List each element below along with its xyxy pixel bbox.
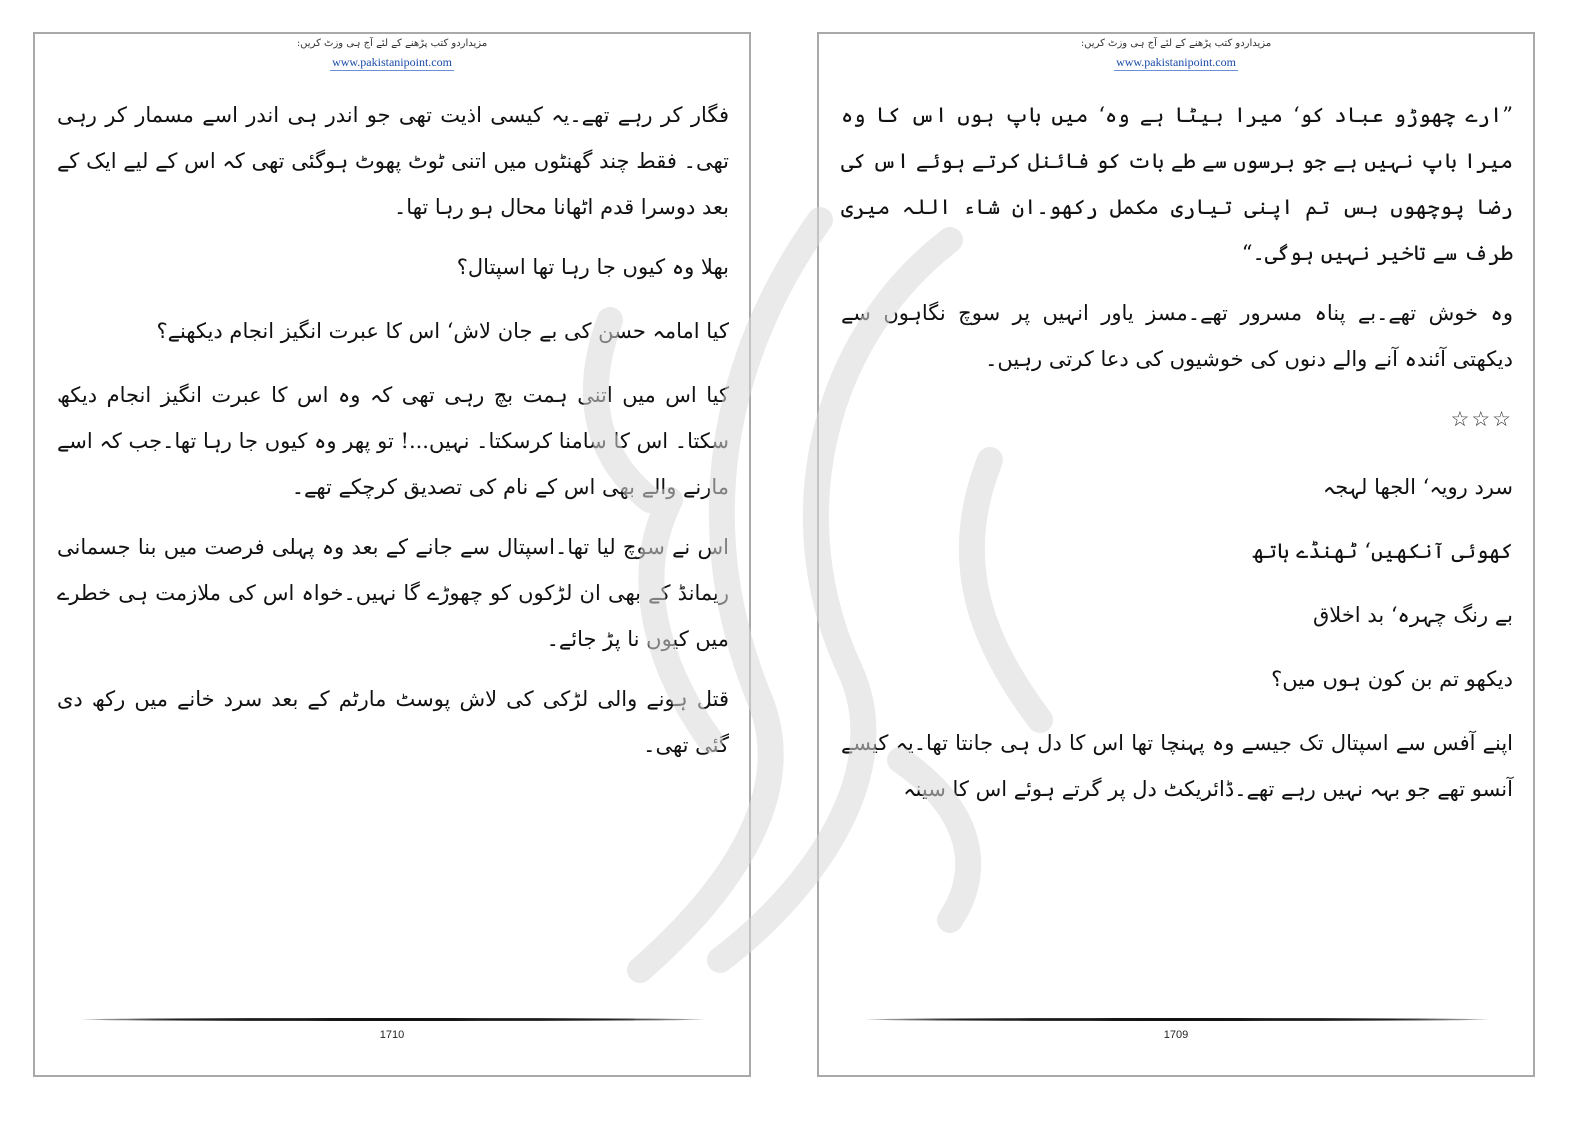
website-link[interactable]: www.pakistanipoint.com	[332, 55, 452, 69]
section-separator: ☆☆☆	[1450, 407, 1513, 431]
paragraph: اپنے آفس سے اسپتال تک جیسے وہ پہنچا تھا اس کا دل ہی جانتا تھا۔یہ کیسے آنسو تھے جو بہہ نہیں رہے تھے۔ڈائریکٹ دل پر گرتے ہوئے اس کا سینہ	[841, 731, 1513, 801]
verse-line: بے رنگ چہرہ‘ بد اخلاق	[1313, 603, 1513, 627]
page-text	[841, 92, 1513, 826]
paragraph: بھلا وہ کیوں جا رہا تھا اسپتال؟	[456, 255, 729, 279]
left-page	[33, 32, 751, 1077]
page-header	[35, 37, 749, 71]
page-text	[57, 92, 729, 782]
paragraph: ”ارے چھوڑو عباد کو‘ میرا بیٹا ہے وہ‘ میں باپ ہوں اس کا وہ میرا باپ نہیں ہے جو برسوں سے طے بات کو فائنل کرتے ہوئے اس کی رضا پوچھوں بس تم اپنی تیاری مکمل رکھو۔ان شاء اللہ میری طرف سے تاخیر نہیں ہوگی۔“	[841, 103, 1513, 265]
header-note: مزیداردو کتب پڑھنے کے لئے آج ہی وزٹ کریں:	[1080, 38, 1272, 49]
paragraph: وہ خوش تھے۔بے پناہ مسرور تھے۔مسز یاور انہیں پر سوچ نگاہوں سے دیکھتی آئندہ آنے والے دنوں کی خوشیوں کی دعا کرتی رہیں۔	[841, 301, 1513, 371]
page-number: 1710	[379, 1029, 405, 1041]
footer-rule	[83, 1018, 703, 1021]
paragraph: کیا اس میں اتنی ہمت بچ رہی تھی کہ وہ اس کا عبرت انگیز انجام دیکھ سکتا۔ اس کا سامنا کرسکتا۔ نہیں...! تو پھر وہ کیوں جا رہا تھا۔جب کہ اسے مارنے والے بھی اس کے نام کی تصدیق کرچکے تھے۔	[57, 383, 729, 499]
paragraph: قتل ہونے والی لڑکی کی لاش پوسٹ مارٹم کے بعد سرد خانے میں رکھ دی گئی تھی۔	[57, 687, 729, 757]
header-note: مزیداردو کتب پڑھنے کے لئے آج ہی وزٹ کریں:	[296, 38, 488, 49]
paragraph: فگار کر رہے تھے۔یہ کیسی اذیت تھی جو اندر ہی اندر اسے مسمار کر رہی تھی۔ فقط چند گھنٹوں میں اتنی ٹوٹ پھوٹ ہوگئی تھی کہ اس کے لیے ایک کے بعد دوسرا قدم اٹھانا محال ہو رہا تھا۔	[57, 103, 729, 219]
paragraph: اس نے سوچ لیا تھا۔اسپتال سے جانے کے بعد وہ پہلی فرصت میں بنا جسمانی ریمانڈ کے بھی ان لڑکوں کو چھوڑے گا نہیں۔خواہ اس کی ملازمت ہی خطرے میں کیوں نا پڑ جائے۔	[57, 535, 729, 651]
page-header	[819, 37, 1533, 71]
verse-line: کھوئی آنکھیں‘ ٹھنڈے ہاتھ	[1252, 539, 1513, 563]
footer-rule	[867, 1018, 1487, 1021]
verse-line: دیکھو تم بن کون ہوں میں؟	[1271, 667, 1513, 691]
verse-line: سرد رویہ‘ الجھا لہجہ	[1322, 475, 1513, 499]
right-page	[817, 32, 1535, 1077]
paragraph: کیا امامہ حسن کی بے جان لاش‘ اس کا عبرت انگیز انجام دیکھنے؟	[156, 319, 729, 343]
website-link[interactable]: www.pakistanipoint.com	[1116, 55, 1236, 69]
page-number: 1709	[1163, 1029, 1189, 1041]
